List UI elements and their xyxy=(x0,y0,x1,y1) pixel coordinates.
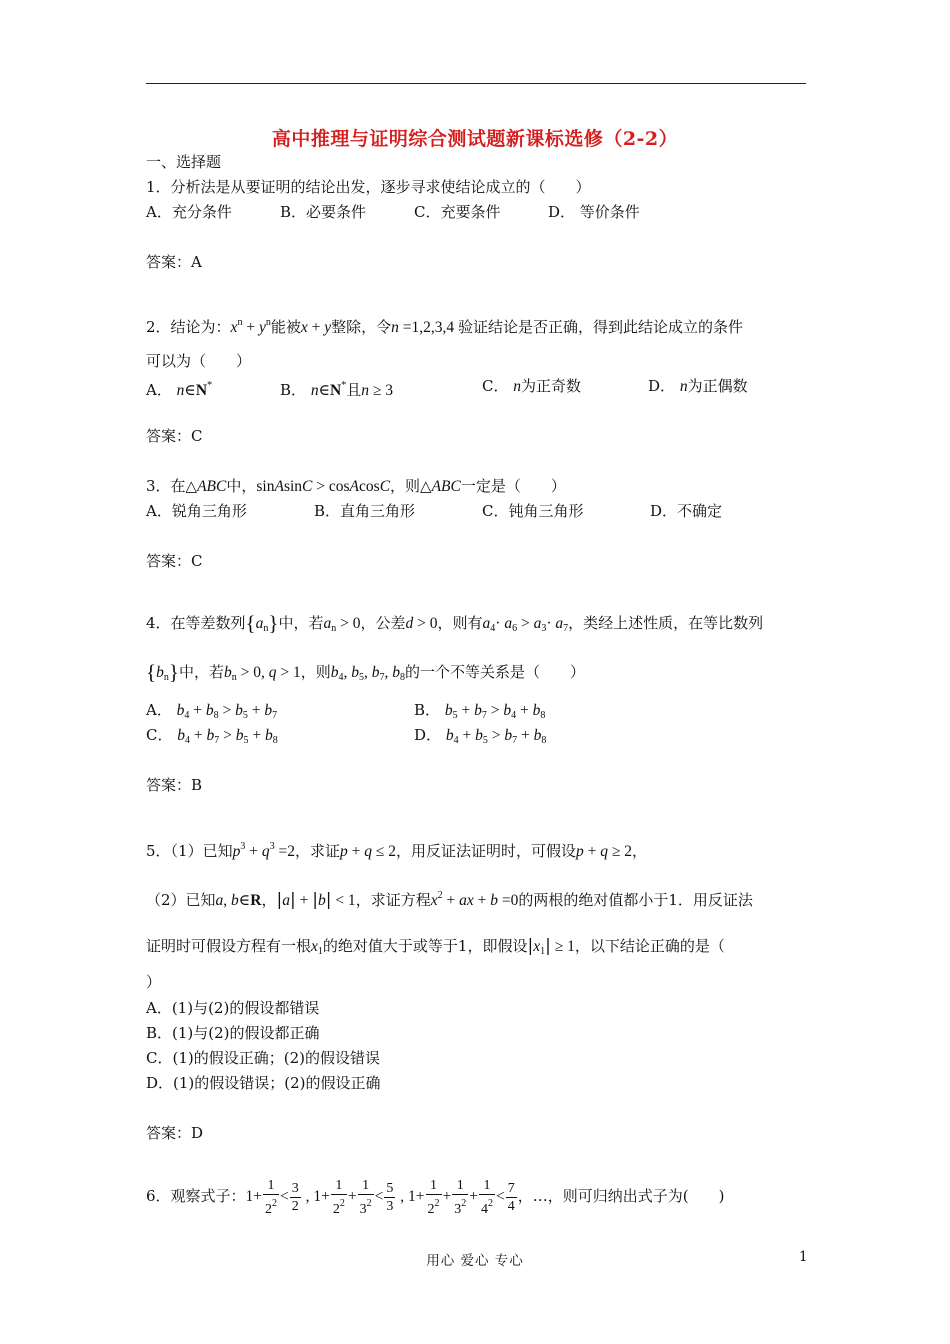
q1-option-d: D． 等价条件 xyxy=(548,203,640,221)
q4-answer: 答案：B xyxy=(146,776,203,794)
page-number: 1 xyxy=(799,1249,808,1265)
q4-option-d: D． $b_4 + b_5 > b_7 + b_8$ xyxy=(414,726,547,746)
q2-stem-line2: 可以为（ ） xyxy=(146,352,252,370)
q1-option-b: B．必要条件 xyxy=(280,203,367,221)
q1-answer: 答案：A xyxy=(146,253,202,271)
q3-option-c: C．钝角三角形 xyxy=(482,502,584,520)
q2-option-d: D． n为正偶数 xyxy=(648,377,748,395)
q5-stem-line1: 5．（1）已知$p^3 + q^3 =2$，求证p + q ≤ 2，用反证法证明时，可假设p + q ≥ 2， xyxy=(146,841,648,860)
q5-stem-line2: （2）已知a, b∈R，|a| + |b| < 1，求证方程$x^2$ + ax + b =0的两根的绝对值都小于1．用反证法 xyxy=(146,890,753,910)
q1-option-a: A．充分条件 xyxy=(146,203,232,221)
q4-option-a: A． $b_4 + b_8 > b_5 + b_7$ xyxy=(146,701,278,721)
q2-option-c: C． n为正奇数 xyxy=(482,377,582,395)
q4-option-c: C． $b_4 + b_7 > b_5 + b_8$ xyxy=(146,726,278,746)
q2-answer: 答案：C xyxy=(146,427,203,445)
q5-stem-line3: 证明时可假设方程有一根$x_1$的绝对值大于或等于1，即假设$|x_1| \ge 1$，以下结论正确的是（ xyxy=(146,936,725,957)
q1-stem: 1．分析法是从要证明的结论出发，逐步寻求使结论成立的（ ） xyxy=(146,178,591,196)
section-heading: 一、选择题 xyxy=(146,153,222,171)
q3-stem: 3．在△ABC中，sinAsinC > cosAcosC，则△ABC一定是（ ） xyxy=(146,477,566,495)
q2-option-a: A． n∈N* xyxy=(146,380,213,399)
q5-option-d: D．(1)的假设错误；(2)的假设正确 xyxy=(146,1074,381,1092)
page-title: 高中推理与证明综合测试题新课标选修（2-2） xyxy=(271,128,679,150)
q5-option-a: A．(1)与(2)的假设都错误 xyxy=(146,999,320,1017)
q2-stem: 2．结论为：$x^n + y^n$能被x + y整除，令n =1,2,3,4 验证结论是否正确，得到此结论成立的条件 xyxy=(146,317,744,336)
q1-option-c: C．充要条件 xyxy=(414,203,501,221)
q2-option-b: B． n∈N*且n ≥ 3 xyxy=(280,380,394,399)
q4-option-b: B． $b_5 + b_7 > b_4 + b_8$ xyxy=(414,701,546,721)
q4-stem: 4．在等差数列$\{a_n\}$中，若$a_n > 0$，公差d > 0，则有$a_4\cdot a_6 > a_3\cdot a_7$，类经上述性质，在等比数列 xyxy=(146,611,764,635)
q6-stem: 6．观察式子：1+ $\frac{1}{2^2}$ < $\frac{3}{2}$ , 1+ $\frac{1}{2^2}$ + $\frac{1}{3^2}$ < $\frac{5}{3}$ , 1+ $\frac{1}{2^2}$ + $\frac{1}{3^2}$ + $\frac{1}{4^2}$ < $\frac{7}{4}$ ，…，则可归纳出式子为( ) xyxy=(146,1177,725,1217)
header-rule xyxy=(146,83,806,84)
q3-option-a: A．锐角三角形 xyxy=(146,502,247,520)
q4-stem-line2: $\{b_n\}$中，若$b_n > 0$, q > 1，则$b_4$, $b_5$, $b_7$, $b_8$的一个不等关系是（ ） xyxy=(146,660,585,684)
q5-option-c: C．(1)的假设正确；(2)的假设错误 xyxy=(146,1049,380,1067)
q5-stem-line4: ） xyxy=(146,973,162,991)
q5-answer: 答案：D xyxy=(146,1124,204,1142)
q3-option-b: B．直角三角形 xyxy=(314,502,416,520)
q5-option-b: B．(1)与(2)的假设都正确 xyxy=(146,1024,320,1042)
q3-option-d: D．不确定 xyxy=(650,502,723,520)
q3-answer: 答案：C xyxy=(146,552,203,570)
page-footer: 用心 爱心 专心 xyxy=(426,1253,524,1269)
